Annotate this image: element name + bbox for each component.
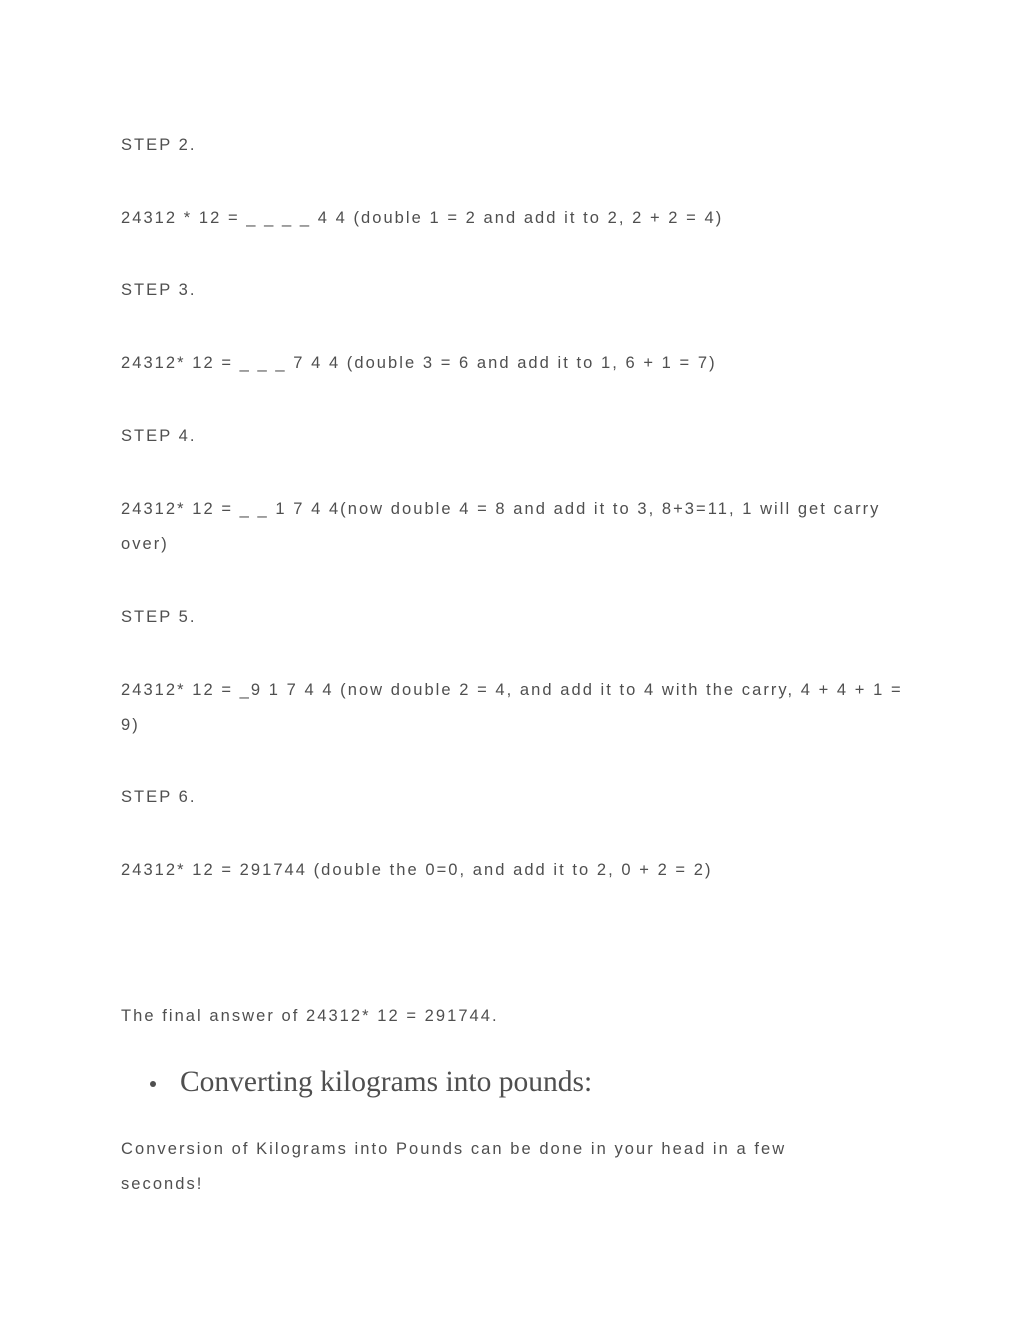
step-4-label: STEP 4. — [121, 427, 197, 445]
section-body: Conversion of Kilograms into Pounds can be done in your head in a few seconds! — [121, 1140, 787, 1193]
step-5-text: 24312* 12 = _9 1 7 4 4 (now double 2 = 4, and add it to 4 with the carry, 4 + 4 + 1 = 9) — [121, 681, 903, 734]
step-6-text: 24312* 12 = 291744 (double the 0=0, and add it to 2, 0 + 2 = 2) — [121, 861, 713, 879]
step-4-text: 24312* 12 = _ _ 1 7 4 4(now double 4 = 8 and add it to 3, 8+3=11, 1 will get carry over) — [121, 500, 881, 553]
section-heading-row — [150, 1062, 592, 1102]
final-answer: The final answer of 24312* 12 = 291744. — [121, 1007, 499, 1025]
bullet-icon — [150, 1081, 156, 1087]
step-2-text: 24312 * 12 = _ _ _ _ 4 4 (double 1 = 2 and add it to 2, 2 + 2 = 4) — [121, 209, 724, 227]
step-3-label: STEP 3. — [121, 281, 197, 299]
step-5-label: STEP 5. — [121, 608, 197, 626]
section-heading: Converting kilograms into pounds: — [180, 1065, 593, 1098]
step-6-label: STEP 6. — [121, 788, 197, 806]
step-2-label: STEP 2. — [121, 136, 197, 154]
step-3-text: 24312* 12 = _ _ _ 7 4 4 (double 3 = 6 and add it to 1, 6 + 1 = 7) — [121, 354, 717, 372]
